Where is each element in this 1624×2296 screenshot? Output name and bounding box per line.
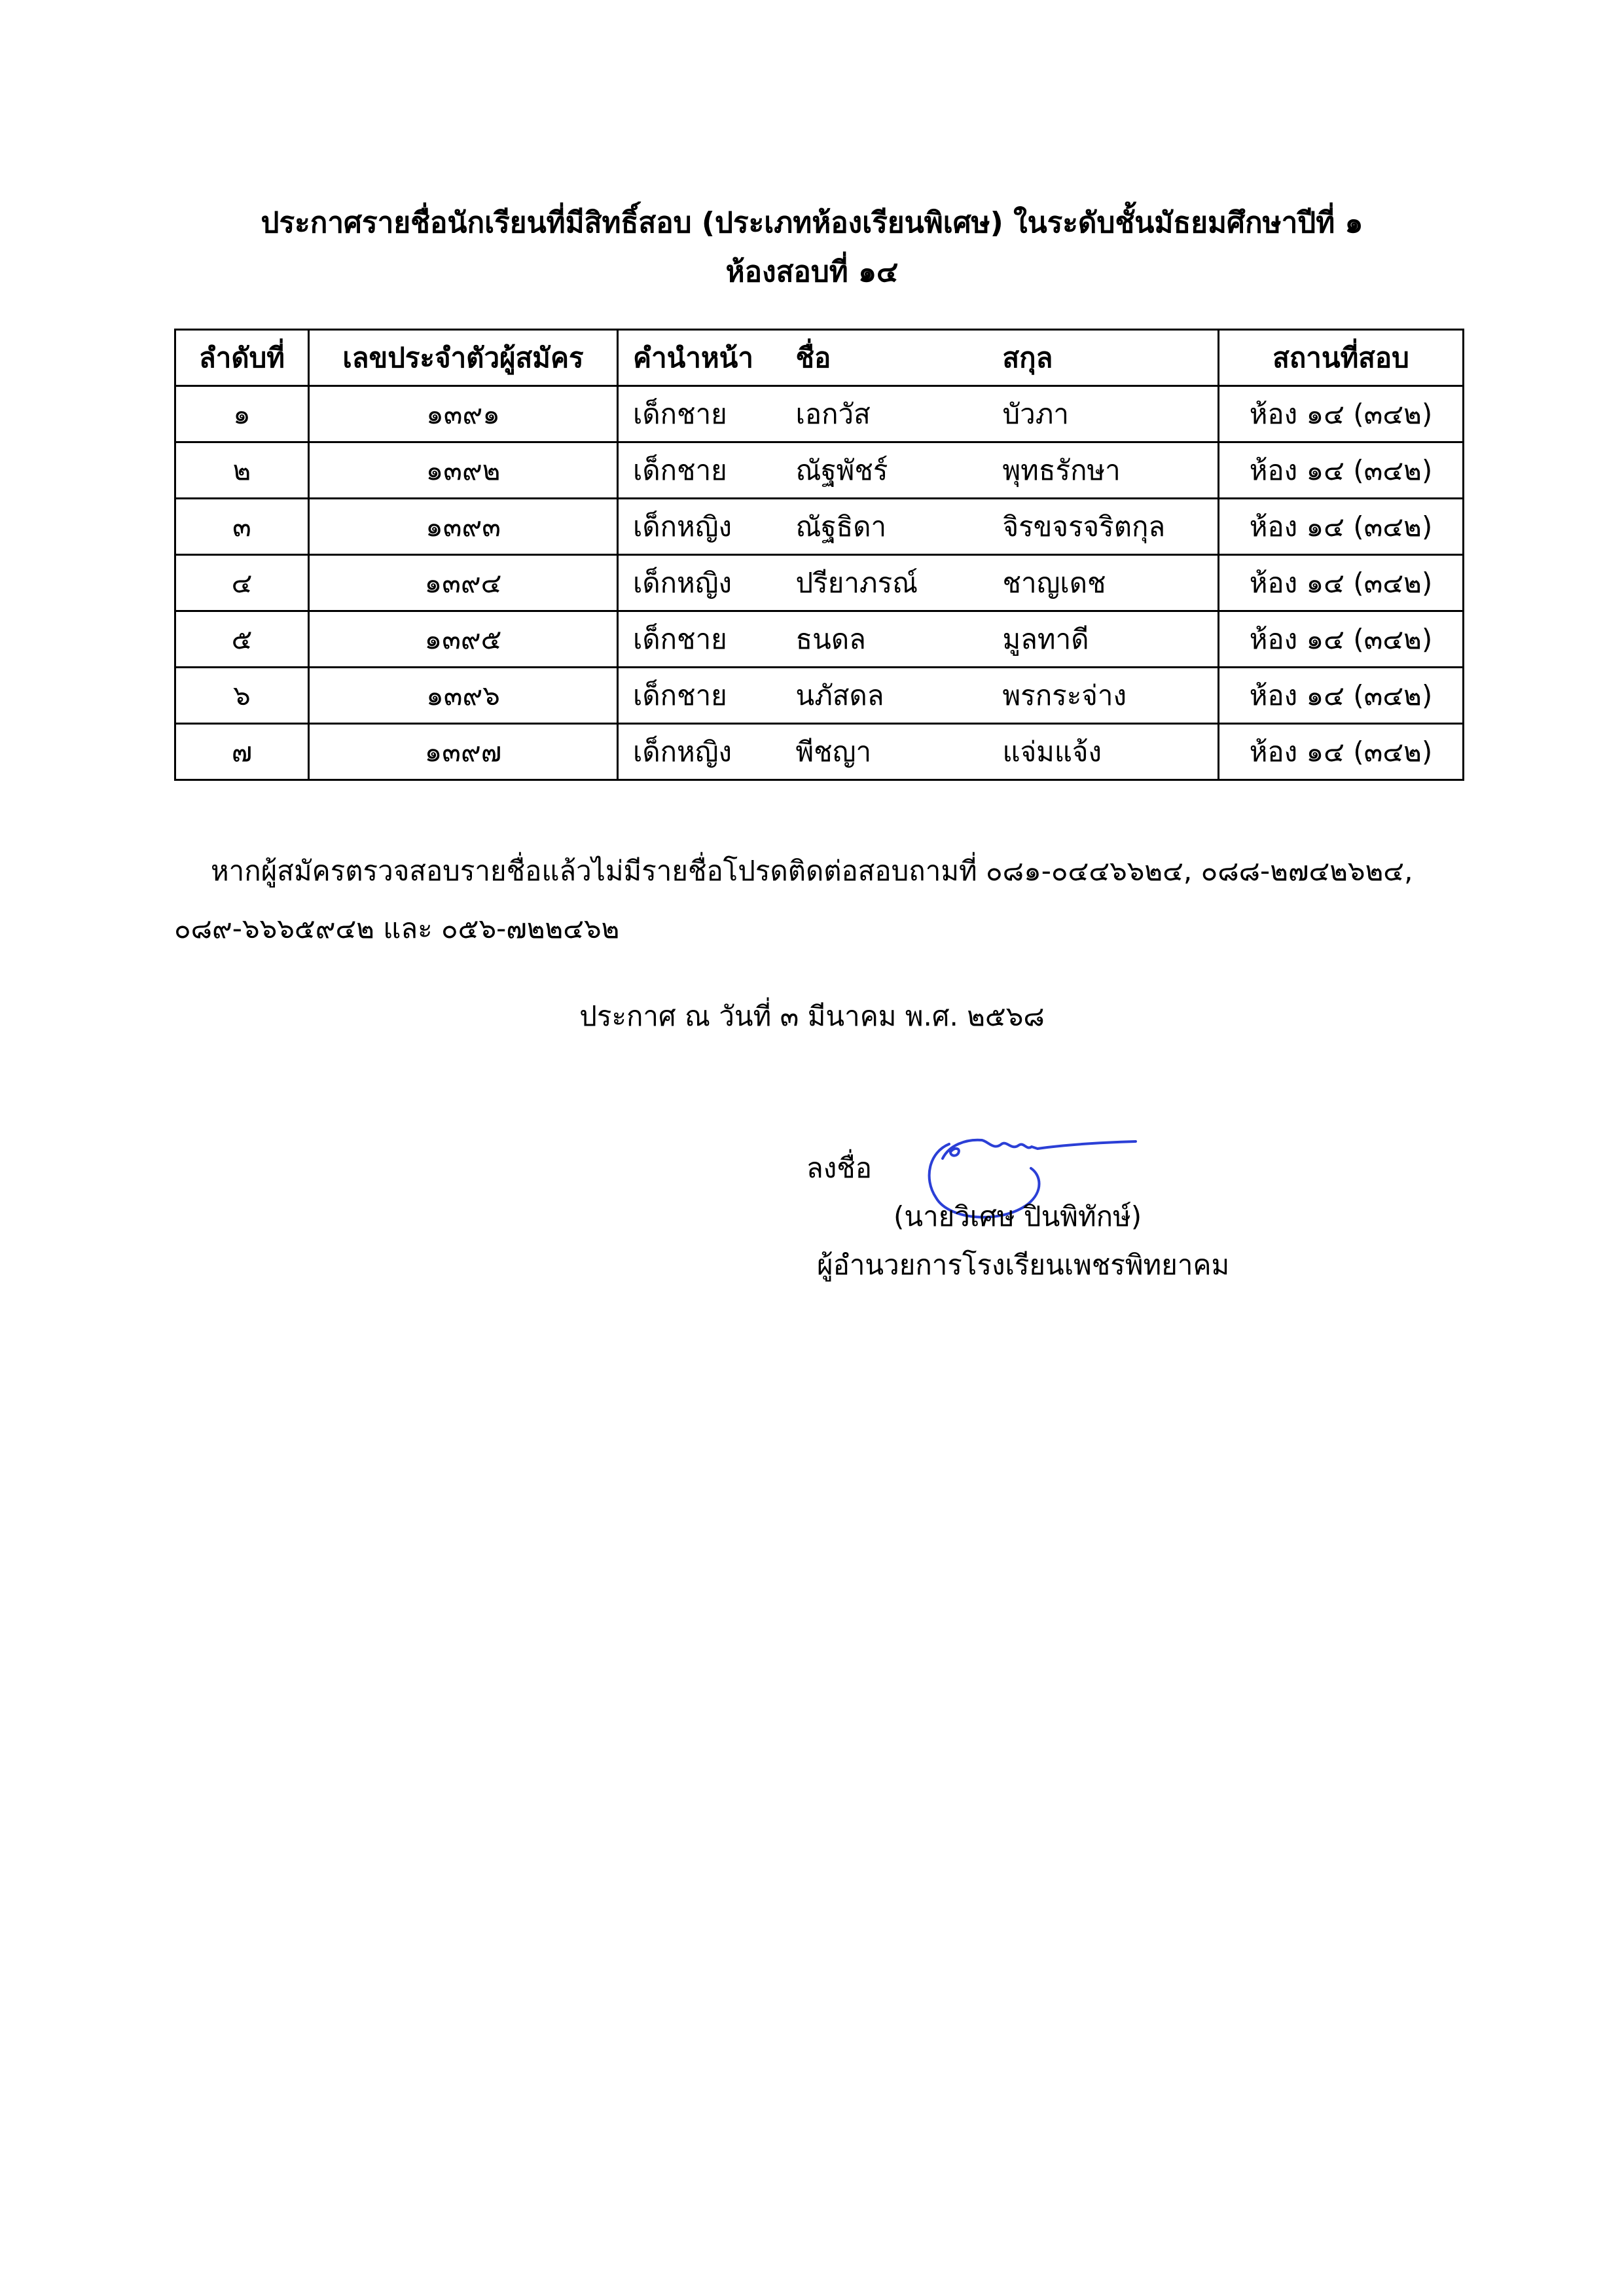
prefix-cell: เด็กชาย: [618, 668, 782, 724]
sign-label: ลงชื่อ: [806, 1152, 872, 1184]
table-row: [175, 499, 1464, 555]
header-order: ลำดับที่: [175, 330, 309, 386]
last-name-cell: มูลทาดี: [988, 611, 1219, 668]
table-row: [175, 668, 1464, 724]
table-row: [175, 611, 1464, 668]
exam-room-subtitle: ห้องสอบที่ ๑๔: [725, 255, 899, 289]
document-title: ประกาศรายชื่อนักเรียนที่มีสิทธิ์สอบ (ประเภทห้องเรียนพิเศษ) ในระดับชั้นมัธยมศึกษาปีที่ ๑: [261, 206, 1363, 240]
header-prefix: คำนำหน้า: [618, 330, 782, 386]
applicant-id-cell: ๑๓๙๗: [309, 724, 618, 780]
table-row: [175, 555, 1464, 611]
first-name-cell: เอกวัส: [782, 386, 988, 442]
last-name-cell: ชาญเดช: [988, 555, 1219, 611]
applicant-id-cell: ๑๓๙๒: [309, 442, 618, 499]
signer-name: (นายวิเศษ ปินพิทักษ์): [893, 1200, 1142, 1232]
order-cell: ๗: [175, 724, 309, 780]
first-name-cell: ปรียาภรณ์: [782, 555, 988, 611]
contact-note-line-1: หากผู้สมัครตรวจสอบรายชื่อแล้วไม่มีรายชื่อโปรดติดต่อสอบถามที่ ๐๘๑-๐๔๔๖๖๒๔, ๐๘๘-๒๗๔๒๖๒๔,: [211, 855, 1413, 887]
header-applicant-id: เลขประจำตัวผู้สมัคร: [309, 330, 618, 386]
first-name-cell: ธนดล: [782, 611, 988, 668]
order-cell: ๔: [175, 555, 309, 611]
header-last-name: สกุล: [988, 330, 1219, 386]
applicant-id-cell: ๑๓๙๖: [309, 668, 618, 724]
last-name-cell: บัวภา: [988, 386, 1219, 442]
prefix-cell: เด็กหญิง: [618, 499, 782, 555]
table-row: [175, 724, 1464, 780]
first-name-cell: นภัสดล: [782, 668, 988, 724]
exam-room-cell: ห้อง ๑๔ (๓๔๒): [1219, 724, 1464, 780]
table-row: [175, 386, 1464, 442]
applicant-id-cell: ๑๓๙๑: [309, 386, 618, 442]
signer-position: ผู้อำนวยการโรงเรียนเพชรพิทยาคม: [817, 1249, 1230, 1281]
exam-room-cell: ห้อง ๑๔ (๓๔๒): [1219, 499, 1464, 555]
announcement-date: ประกาศ ณ วันที่ ๓ มีนาคม พ.ศ. ๒๕๖๘: [579, 1000, 1045, 1032]
header-first-name: ชื่อ: [782, 330, 988, 386]
applicant-id-cell: ๑๓๙๕: [309, 611, 618, 668]
prefix-cell: เด็กหญิง: [618, 724, 782, 780]
header-exam-room: สถานที่สอบ: [1219, 330, 1464, 386]
exam-room-cell: ห้อง ๑๔ (๓๔๒): [1219, 668, 1464, 724]
candidate-table: [174, 329, 1464, 781]
prefix-cell: เด็กชาย: [618, 442, 782, 499]
table-header-row: [175, 330, 1464, 386]
first-name-cell: ณัฐพัชร์: [782, 442, 988, 499]
first-name-cell: ณัฐธิดา: [782, 499, 988, 555]
exam-room-cell: ห้อง ๑๔ (๓๔๒): [1219, 442, 1464, 499]
order-cell: ๓: [175, 499, 309, 555]
prefix-cell: เด็กหญิง: [618, 555, 782, 611]
table-row: [175, 442, 1464, 499]
exam-room-cell: ห้อง ๑๔ (๓๔๒): [1219, 611, 1464, 668]
order-cell: ๖: [175, 668, 309, 724]
order-cell: ๑: [175, 386, 309, 442]
last-name-cell: จิรขจรจริตกุล: [988, 499, 1219, 555]
exam-room-cell: ห้อง ๑๔ (๓๔๒): [1219, 386, 1464, 442]
order-cell: ๕: [175, 611, 309, 668]
first-name-cell: พีชญา: [782, 724, 988, 780]
exam-room-cell: ห้อง ๑๔ (๓๔๒): [1219, 555, 1464, 611]
last-name-cell: แจ่มแจ้ง: [988, 724, 1219, 780]
prefix-cell: เด็กชาย: [618, 386, 782, 442]
last-name-cell: พรกระจ่าง: [988, 668, 1219, 724]
applicant-id-cell: ๑๓๙๔: [309, 555, 618, 611]
prefix-cell: เด็กชาย: [618, 611, 782, 668]
last-name-cell: พุทธรักษา: [988, 442, 1219, 499]
order-cell: ๒: [175, 442, 309, 499]
contact-note-line-2: ๐๘๙-๖๖๖๕๙๔๒ และ ๐๕๖-๗๒๒๔๖๒: [174, 912, 620, 944]
applicant-id-cell: ๑๓๙๓: [309, 499, 618, 555]
